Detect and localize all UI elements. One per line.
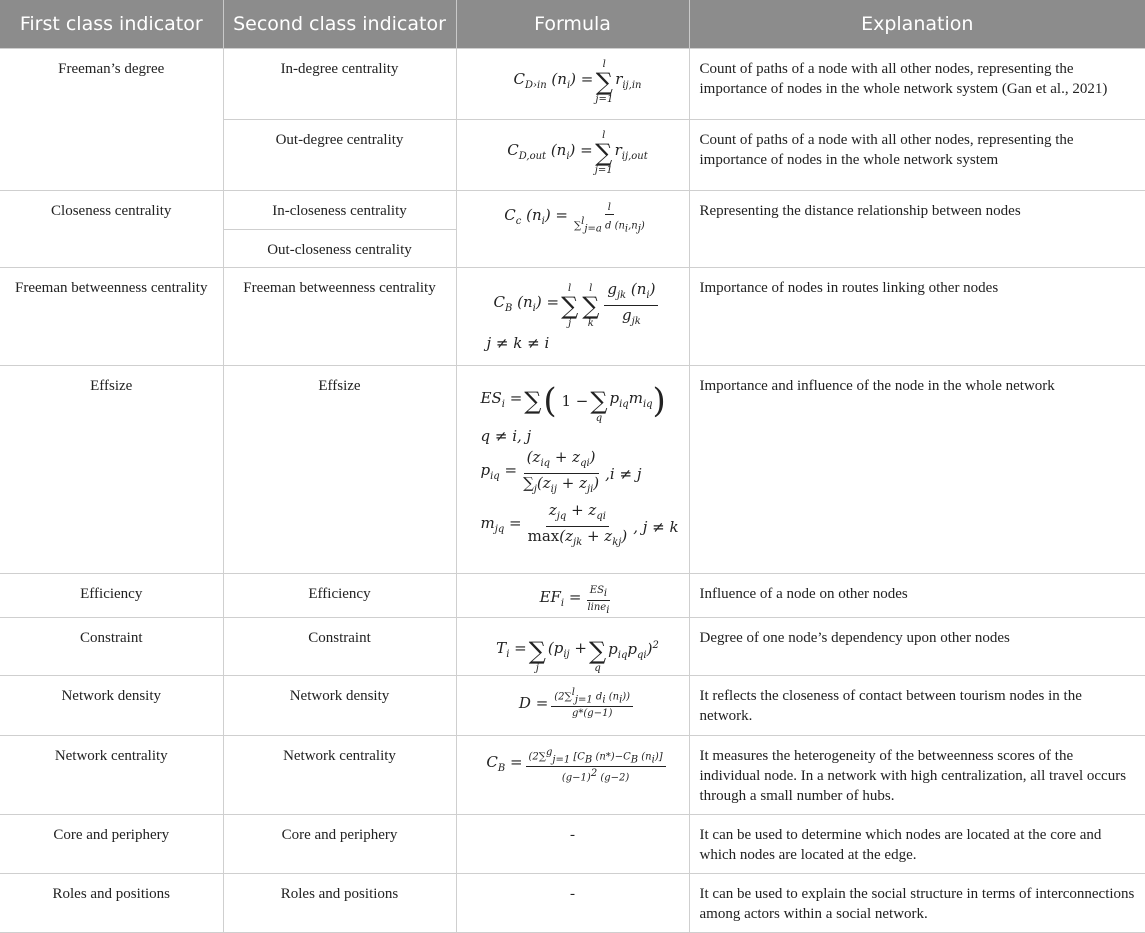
table-row	[0, 191, 1145, 230]
density-formula: D = $\frac{(2\sum^l_{j=1} d_i (n_i))}{g*(g-1)}$	[471, 686, 685, 720]
closeness-formula: $C_c$ $(n_i)$ = $\frac{l}{\sum^l_{j=a} d (n_i,n_j)}$	[504, 202, 645, 235]
second-class-cell: Network density	[223, 676, 456, 736]
first-class-cell: Network density	[0, 676, 223, 736]
first-class-cell: Closeness centrality	[0, 191, 223, 268]
second-class-cell: Roles and positions	[223, 874, 456, 933]
effsize-formula: $ES_i$ = ∑ ( 1 − ∑ q $p_{iq}m_{iq}$ ) q ≠ i, j $p_{iq}$ = $\frac{(z_{iq} + z_{qi})}{\sum_j(z_{ij} + z_{ji})}$ ,i ≠ j $m_{jq}$ = $\frac{z_{jq} + z_{qi}}{\max(z_{jk} + z_{kj})}$ , j ≠ k	[480, 381, 679, 548]
formula-cell: -	[456, 815, 689, 874]
table-header-row	[0, 0, 1145, 49]
second-class-cell: Freeman betweenness centrality	[223, 268, 456, 366]
explanation-cell: Representing the distance relationship between nodes	[689, 191, 1145, 268]
second-class-cell: Network centrality	[223, 736, 456, 815]
formula-cell: -	[456, 874, 689, 933]
constraint-formula: $T_i$ = ∑ j ($p_{ij}$ + ∑ q $p_{iq}p_{qi})^2$	[496, 637, 659, 674]
formula-cell	[456, 268, 689, 366]
explanation-cell: Count of paths of a node with all other nodes, representing the importance of nodes in the whole network system (Gan et al., 2021)	[689, 49, 1145, 120]
formula-cell	[456, 736, 689, 815]
table-row	[0, 676, 1145, 736]
table-row	[0, 366, 1145, 574]
explanation-cell: It measures the heterogeneity of the betweenness scores of the individual node. In a network with high centralization, all travel occurs through a small number of hubs.	[689, 736, 1145, 815]
second-class-cell: Effsize	[223, 366, 456, 574]
second-class-cell: Out-closeness centrality	[223, 230, 456, 268]
out-degree-formula: $C_{D,out}$ $(n_i)$ = l ∑ j=1 $r_{ij,out}$	[507, 130, 648, 176]
explanation-cell: It can be used to determine which nodes are located at the core and which nodes are located at the edge.	[689, 815, 1145, 874]
formula-cell	[456, 191, 689, 268]
second-class-cell: Out-degree centrality	[223, 120, 456, 191]
formula-cell	[456, 366, 689, 574]
second-class-cell: Efficiency	[223, 574, 456, 618]
explanation-cell: It can be used to explain the social structure in terms of interconnections among actors within a social network.	[689, 874, 1145, 933]
formula-cell	[456, 676, 689, 736]
header-explanation: Explanation	[689, 0, 1145, 49]
second-class-cell: Constraint	[223, 618, 456, 676]
network-centrality-formula: $C_B$ = $\frac{(2\sum^g_{j=1} [C_B (n*)-C_B (n_i)]}{(g-1)^2 (g-2)}$	[471, 746, 685, 785]
formula-cell	[456, 618, 689, 676]
explanation-cell: Degree of one node’s dependency upon other nodes	[689, 618, 1145, 676]
first-class-cell: Efficiency	[0, 574, 223, 618]
first-class-cell: Network centrality	[0, 736, 223, 815]
table-row	[0, 49, 1145, 120]
first-class-cell: Roles and positions	[0, 874, 223, 933]
second-class-cell: In-degree centrality	[223, 49, 456, 120]
table-row	[0, 815, 1145, 874]
table-row	[0, 874, 1145, 933]
second-class-cell: In-closeness centrality	[223, 191, 456, 230]
explanation-cell: It reflects the closeness of contact between tourism nodes in the network.	[689, 676, 1145, 736]
efficiency-formula: $EF_i$ = $\frac{ES_i}{line_i}$	[539, 585, 610, 616]
table-row	[0, 736, 1145, 815]
explanation-cell: Importance of nodes in routes linking other nodes	[689, 268, 1145, 366]
first-class-cell: Constraint	[0, 618, 223, 676]
second-class-cell: Core and periphery	[223, 815, 456, 874]
table-row	[0, 268, 1145, 366]
header-second-class: Second class indicator	[223, 0, 456, 49]
formula-cell	[456, 574, 689, 618]
table-row	[0, 574, 1145, 618]
first-class-cell: Effsize	[0, 366, 223, 574]
explanation-cell: Influence of a node on other nodes	[689, 574, 1145, 618]
table-row	[0, 618, 1145, 676]
in-degree-formula: $C_{D›in}$ $(n_i)$ = l ∑ j=1 $r_{ij,in}$	[513, 59, 642, 105]
formula-cell	[456, 49, 689, 120]
explanation-cell: Importance and influence of the node in the whole network	[689, 366, 1145, 574]
first-class-cell: Freeman betweenness centrality	[0, 268, 223, 366]
header-formula: Formula	[456, 0, 689, 49]
header-first-class: First class indicator	[0, 0, 223, 49]
explanation-cell: Count of paths of a node with all other nodes, representing the importance of nodes in the whole network system	[689, 120, 1145, 191]
first-class-cell: Core and periphery	[0, 815, 223, 874]
first-class-cell: Freeman’s degree	[0, 49, 223, 191]
formula-cell	[456, 120, 689, 191]
betweenness-formula: $C_B$ $(n_i)$ = l ∑ j l ∑ k $\frac{g_{jk} (n_i)}{g_{jk}}$ j ≠ k ≠ i	[471, 280, 685, 353]
